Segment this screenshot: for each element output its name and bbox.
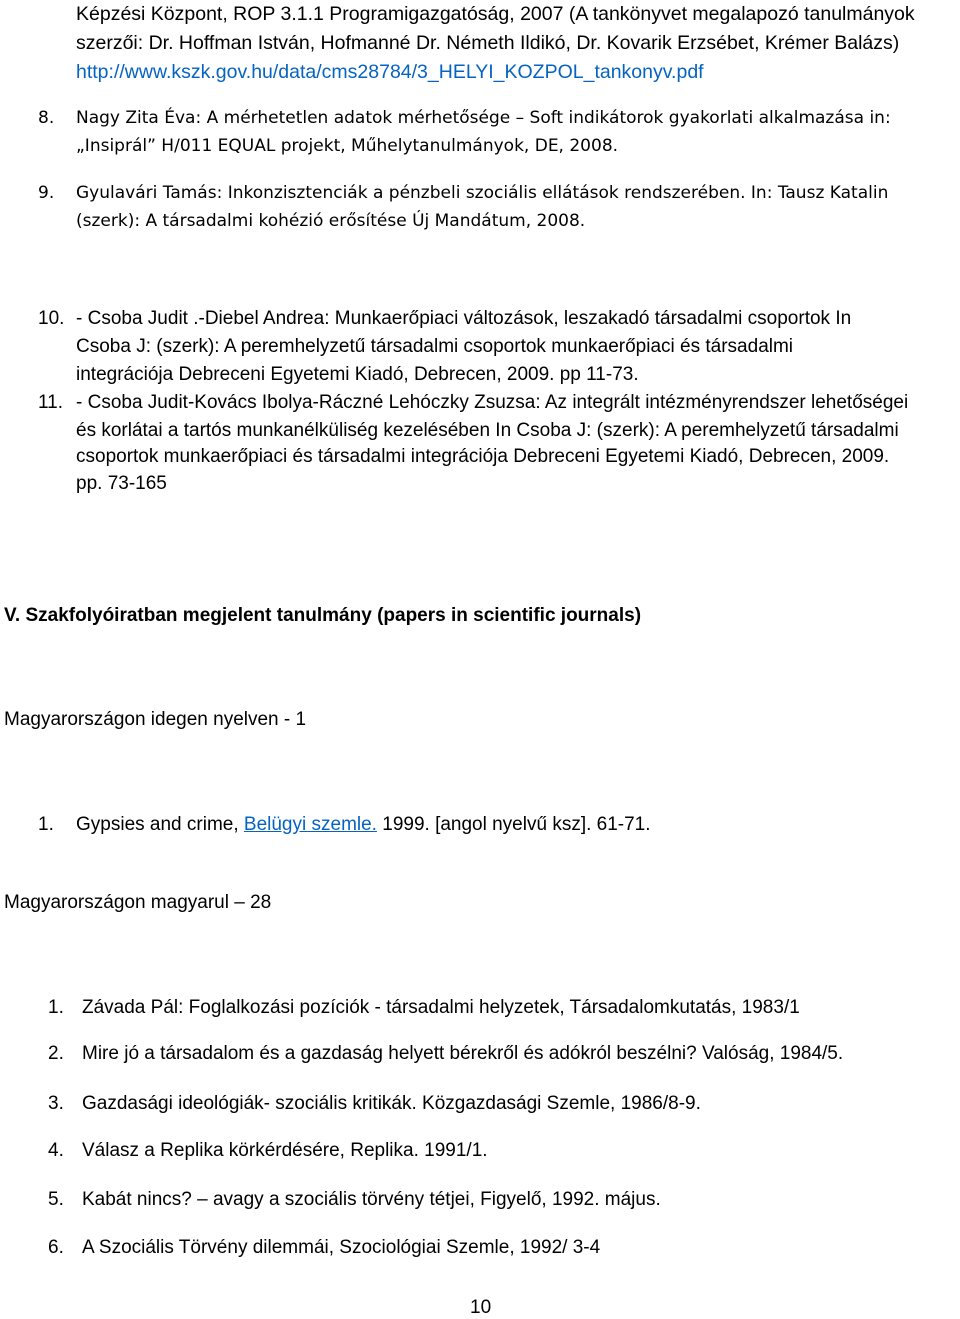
citation-text: 1999. [angol nyelvű ksz]. 61-71. xyxy=(376,814,651,835)
subsection-heading-hungarian: Magyarországon magyarul – 28 xyxy=(4,892,272,913)
list-item-number: 4. xyxy=(48,1140,64,1161)
ref-10-line-2: Csoba J: (szerk): A peremhelyzetű társadalmi csoportok munkaerőpiaci és társadalmi xyxy=(76,336,794,357)
list-item: Závada Pál: Foglalkozási pozíciók - társadalmi helyzetek, Társadalomkutatás, 1983/1 xyxy=(82,997,800,1018)
list-item-number: 1. xyxy=(48,997,64,1018)
subsection-heading-foreign: Magyarországon idegen nyelven - 1 xyxy=(4,709,307,730)
ref-number: 11. xyxy=(38,392,64,413)
ref-8-line-2: „Insiprál” H/011 EQUAL projekt, Műhelytanulmányok, DE, 2008. xyxy=(76,136,619,156)
list-item-number: 1. xyxy=(38,814,54,835)
ref-continuation-line-1: Képzési Központ, ROP 3.1.1 Programigazgatóság, 2007 (A tankönyvet megalapozó tanulmányok xyxy=(76,3,915,25)
page-number: 10 xyxy=(470,1297,492,1318)
journal-link[interactable]: Belügyi szemle. xyxy=(243,814,377,835)
list-item-number: 3. xyxy=(48,1093,64,1114)
list-item-number: 2. xyxy=(48,1043,64,1064)
ref-10-line-3: integrációja Debreceni Egyetemi Kiadó, Debrecen, 2009. pp 11-73. xyxy=(76,364,639,385)
ref-11-line-1: - Csoba Judit-Kovács Ibolya-Ráczné Lehóczky Zsuzsa: Az integrált intézményrendszer lehetőségei xyxy=(76,392,909,413)
ref-11-line-3: csoportok munkaerőpiaci és társadalmi integrációja Debreceni Egyetemi Kiadó, Debrecen, 2009. xyxy=(76,446,890,467)
list-item: Válasz a Replika körkérdésére, Replika. 1991/1. xyxy=(82,1140,488,1161)
ref-number: 10. xyxy=(38,308,65,329)
section-title: V. Szakfolyóiratban megjelent tanulmány (papers in scientific journals) xyxy=(4,605,642,626)
ref-9-line-2: (szerk): A társadalmi kohézió erősítése Új Mandátum, 2008. xyxy=(76,211,586,231)
ref-continuation-line-2: szerzői: Dr. Hoffman István, Hofmanné Dr. Németh Ildikó, Dr. Kovarik Erzsébet, Krémer Balázs) xyxy=(76,32,900,54)
ref-10-line-1: - Csoba Judit .-Diebel Andrea: Munkaerőpiaci változások, leszakadó társadalmi csoportok In xyxy=(76,308,852,329)
list-item-number: 6. xyxy=(48,1237,64,1258)
ref-11-line-2: és korlátai a tartós munkanélküliség kezelésében In Csoba J: (szerk): A peremhelyzetű társadalmi xyxy=(76,420,899,441)
list-item: A Szociális Törvény dilemmái, Szociológiai Szemle, 1992/ 3-4 xyxy=(82,1237,601,1258)
list-item-number: 5. xyxy=(48,1189,64,1210)
list-item: Mire jó a társadalom és a gazdaság helyett bérekről és adókról beszélni? Valóság, 1984/5. xyxy=(82,1043,844,1064)
list-item: Kabát nincs? – avagy a szociális törvény tétjei, Figyelő, 1992. május. xyxy=(82,1189,661,1210)
ref-8-line-1: Nagy Zita Éva: A mérhetetlen adatok mérhetősége – Soft indikátorok gyakorlati alkalmazása in: xyxy=(76,108,891,128)
citation-text: Gypsies and crime, xyxy=(76,814,244,835)
ref-9-line-1: Gyulavári Tamás: Inkonzisztenciák a pénzbeli szociális ellátások rendszerében. In: Tausz Katalin xyxy=(76,183,889,203)
list-item: Gazdasági ideológiák- szociális kritikák. Közgazdasági Szemle, 1986/8-9. xyxy=(82,1093,701,1114)
ref-number: 9. xyxy=(38,183,55,203)
list-item xyxy=(76,814,651,836)
ref-number: 8. xyxy=(38,108,55,128)
ref-11-line-4: pp. 73-165 xyxy=(76,473,167,494)
ref-url-link[interactable]: http://www.kszk.gov.hu/data/cms28784/3_HELYI_KOZPOL_tankonyv.pdf xyxy=(76,61,704,83)
